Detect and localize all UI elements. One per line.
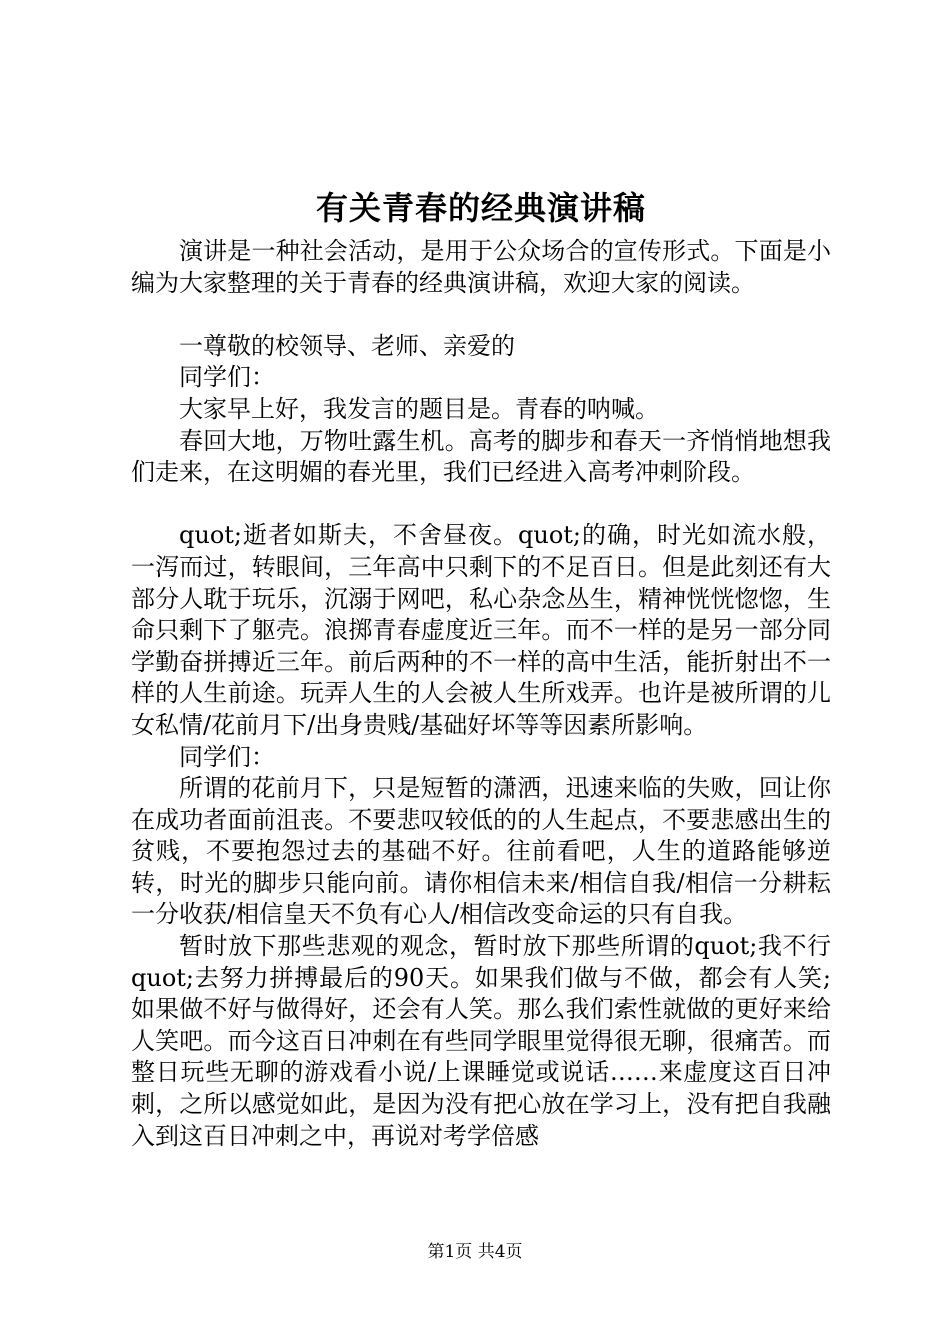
greeting-paragraph: 大家早上好，我发言的题目是。青春的呐喊。 xyxy=(179,394,659,423)
document-title: 有关青春的经典演讲稿 xyxy=(315,189,646,227)
body-paragraph: 所谓的花前月下，只是短暂的潇洒，迅速来临的失败，回让你在成功者面前沮丧。不要悲叹较低的的人生起点，不要悲感出生的贫贱，不要抱怨过去的基础不好。往前看吧，人生的道路能够逆转，时光的脚步只能向前。请你相信未来/相信自我/相信一分耕耘一分收获/相信皇天不负有心人/相信改变命运的只有自我。 xyxy=(131,774,831,929)
body-paragraph: quot;逝者如斯夫，不舍昼夜。quot;的确，时光如流水般，一泻而过，转眼间，三年高中只剩下的不足百日。但是此刻还有大部分人耽于玩乐，沉溺于网吧，私心杂念丛生，精神恍恍惚惚，生命只剩下了躯壳。浪掷青春虚度近三年。而不一样的是另一部分同学勤奋拼搏近三年。前后两种的不一样的高中生活，能折射出不一样的人生前途。玩弄人生的人会被人生所戏弄。也许是被所谓的儿女私情/花前月下/出身贵贱/基础好坏等等因素所影响。 xyxy=(131,521,831,739)
body-paragraph: 春回大地，万物吐露生机。高考的脚步和春天一齐悄悄地想我们走来，在这明媚的春光里，我们已经进入高考冲刺阶段。 xyxy=(131,426,831,487)
body-paragraph: 暂时放下那些悲观的观念，暂时放下那些所谓的quot;我不行quot;去努力拼搏最后的90天。如果我们做与不做，都会有人笑;如果做不好与做得好，还会有人笑。那么我们索性就做的更好来给人笑吧。而今这百日冲刺在有些同学眼里觉得很无聊，很痛苦。而整日玩些无聊的游戏看小说/上课睡觉或说话……来虚度这百日冲刺，之所以感觉如此，是因为没有把心放在学习上，没有把自我融入到这百日冲刺之中，再说对考学倍感 xyxy=(131,932,831,1150)
blank-line xyxy=(131,489,831,521)
salutation-line: 同学们： xyxy=(179,742,275,771)
salutation-line: 同学们： xyxy=(179,363,275,392)
page-footer: 第1页 共4页 xyxy=(427,1242,523,1262)
document-body xyxy=(131,236,831,1152)
salutation-line: 一尊敬的校领导、老师、亲爱的 xyxy=(179,331,515,360)
blank-line xyxy=(131,299,831,331)
intro-paragraph: 演讲是一种社会活动，是用于公众场合的宣传形式。下面是小编为大家整理的关于青春的经典演讲稿，欢迎大家的阅读。 xyxy=(131,237,831,297)
